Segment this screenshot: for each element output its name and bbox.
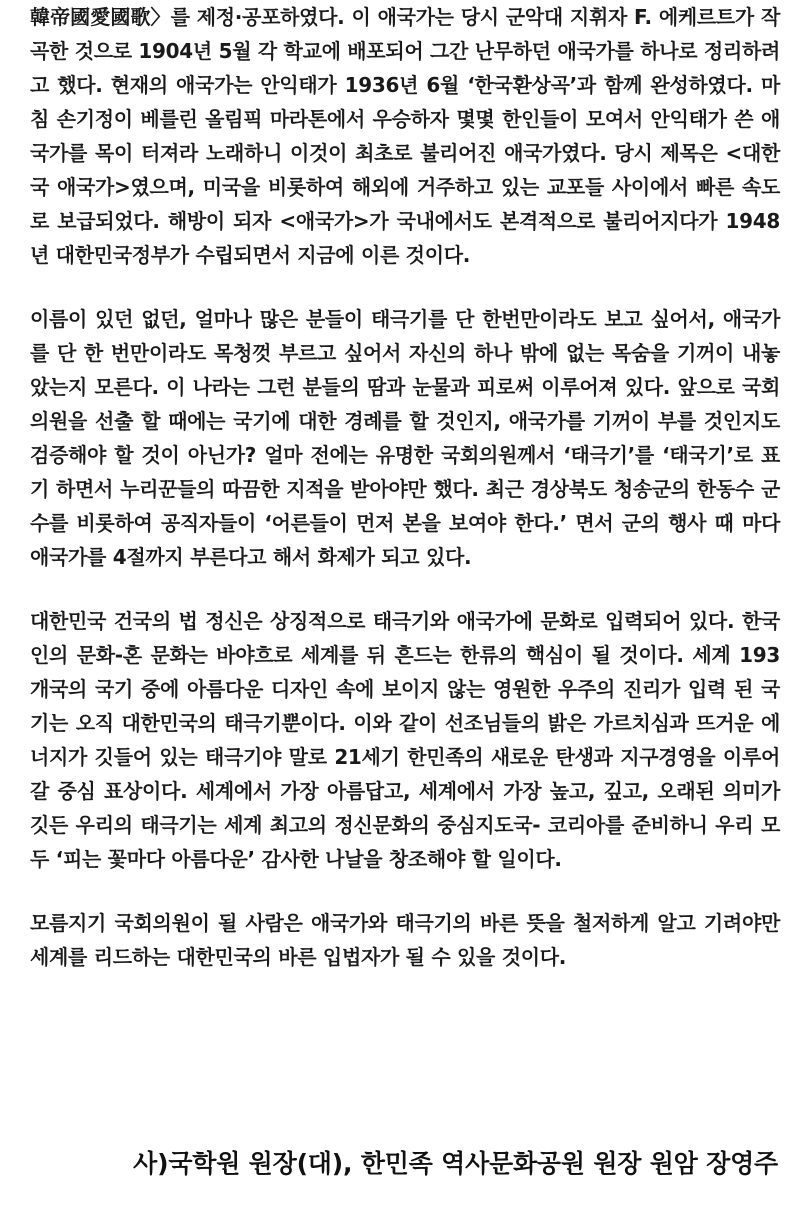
paragraph-patriots-sacrifice: 이름이 있던 없던, 얼마나 많은 분들이 태극기를 단 한번만이라도 보고 싶어서, 애국가를 단 한 번만이라도 목청껏 부르고 싶어서 자신의 하나 밖에 없는 목숨을 기꺼이 내놓았는지 모른다. 이 나라는 그런 분들의 땀과 눈물과 피로써 이루어져 있다. 앞으로 국회의원을 선출 할 때에는 국기에 대한 경례를 할 것인지, 애국가를 기꺼이 부를 것인지도 검증해야 할 것이 아닌가? 얼마 전에는 유명한 국회의원께서 ‘태극기’를 ‘태국기’로 표기 하면서 누리꾼들의 따끔한 지적을 받아야만 했다. 최근 경상북도 청송군의 한동수 군수를 비롯하여 공직자들이 ‘어른들이 먼저 본을 보여야 한다.’ 면서 군의 행사 때 마다 애국가를 4절까지 부른다고 해서 화제가 되고 있다.	[30, 307, 780, 569]
paragraph-conclusion: 모름지기 국회의원이 될 사람은 애국가와 태극기의 바른 뜻을 철저하게 알고 기려야만 세계를 리드하는 대한민국의 바른 입법자가 될 수 있을 것이다.	[30, 911, 780, 969]
paragraph-taegukgi-meaning: 대한민국 건국의 법 정신은 상징적으로 태극기와 애국가에 문화로 입력되어 있다. 한국인의 문화-혼 문화는 바야흐로 세계를 뒤 흔드는 한류의 핵심이 될 것이다. 세계 193 개국의 국기 중에 아름다운 디자인 속에 보이지 않는 영원한 우주의 진리가 입력 된 국기는 오직 대한민국의 태극기뿐이다. 이와 같이 선조님들의 밝은 가르치심과 뜨거운 에너지가 깃들어 있는 태극기야 말로 21세기 한민족의 새로운 탄생과 지구경영을 이루어 갈 중심 표상이다. 세계에서 가장 아름답고, 세계에서 가장 높고, 깊고, 오래된 의미가 깃든 우리의 태극기는 세계 최고의 정신문화의 중심지도국- 코리아를 준비하니 우리 모두 ‘피는 꽃마다 아름다운’ 감사한 나날을 창조해야 할 일이다.	[30, 609, 780, 871]
paragraph-history-of-anthem: 韓帝國愛國歌〉를 제정·공포하였다. 이 애국가는 당시 군악대 지휘자 F. 에케르트가 작곡한 것으로 1904년 5월 각 학교에 배포되어 그간 난무하던 애국가를 하나로 정리하려고 했다. 현재의 애국가는 안익태가 1936년 6월 ‘한국환상곡’과 함께 완성하였다. 마침 손기정이 베를린 올림픽 마라톤에서 우승하자 몇몇 한인들이 모여서 안익태가 쓴 애국가를 목이 터져라 노래하니 이것이 최초로 불리어진 애국가였다. 당시 제목은 <대한국 애국가>였으며, 미국을 비롯하여 해외에 거주하고 있는 교포들 사이에서 빠른 속도로 보급되었다. 해방이 되자 <애국가>가 국내에서도 본격적으로 불리어지다가 1948년 대한민국정부가 수립되면서 지금에 이른 것이다.	[30, 5, 781, 267]
author-signature: 사)국학원 원장(대), 한민족 역사문화공원 원장 원암 장영주	[133, 1149, 778, 1178]
